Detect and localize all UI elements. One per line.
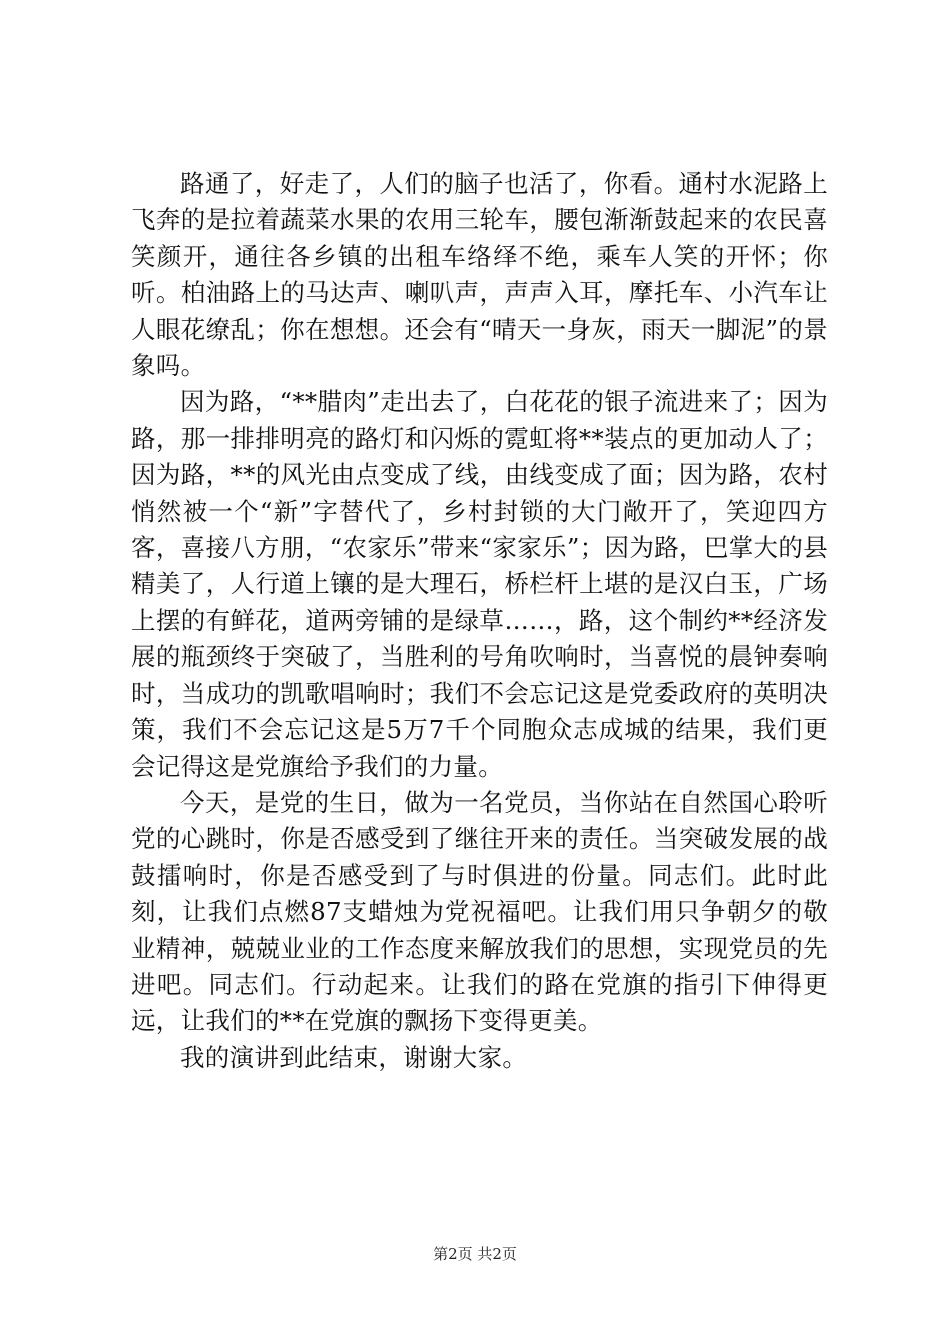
document-body <box>131 166 828 1076</box>
paragraph-because-of-road: 因为路，“**腊肉”走出去了，白花花的银子流进来了；因为路，那一排排明亮的路灯和闪烁的霓虹将**装点的更加动人了；因为路，**的风光由点变成了线，由线变成了面；因为路，农村悄然被一个“新”字替代了，乡村封锁的大门敞开了，笑迎四方客，喜接八方朋，“农家乐”带来“家家乐”；因为路，巴掌大的县精美了，人行道上镶的是大理石，桥栏杆上堪的是汉白玉，广场上摆的有鲜花，道两旁铺的是绿草……，路，这个制约**经济发展的瓶颈终于突破了，当胜利的号角吹响时，当喜悦的晨钟奏响时，当成功的凯歌唱响时；我们不会忘记这是党委政府的英明决策，我们不会忘记这是5万7千个同胞众志成城的结果，我们更会记得这是党旗给予我们的力量。 <box>131 387 828 781</box>
paragraph-road-opened: 路通了，好走了，人们的脑子也活了，你看。通村水泥路上飞奔的是拉着蔬菜水果的农用三轮车，腰包渐渐鼓起来的农民喜笑颜开，通往各乡镇的出租车络绎不绝，乘车人笑的开怀；你听。柏油路上的马达声、喇叭声，声声入耳，摩托车、小汽车让人眼花缭乱；你在想想。还会有“晴天一身灰，雨天一脚泥”的景象吗。 <box>131 169 828 381</box>
paragraph-party-birthday: 今天，是党的生日，做为一名党员，当你站在自然国心聆听党的心跳时，你是否感受到了继往开来的责任。当突破发展的战鼓擂响时，你是否感受到了与时俱进的份量。同志们。此时此刻，让我们点燃87支蜡烛为党祝福吧。让我们用只争朝夕的敬业精神，兢兢业业的工作态度来解放我们的思想，实现党员的先进吧。同志们。行动起来。让我们的路在党旗的指引下伸得更远，让我们的**在党旗的飘扬下变得更美。 <box>131 787 828 1036</box>
paragraph-closing: 我的演讲到此结束，谢谢大家。 <box>180 1042 528 1072</box>
page-number-footer: 第2页 共2页 <box>433 1245 517 1263</box>
